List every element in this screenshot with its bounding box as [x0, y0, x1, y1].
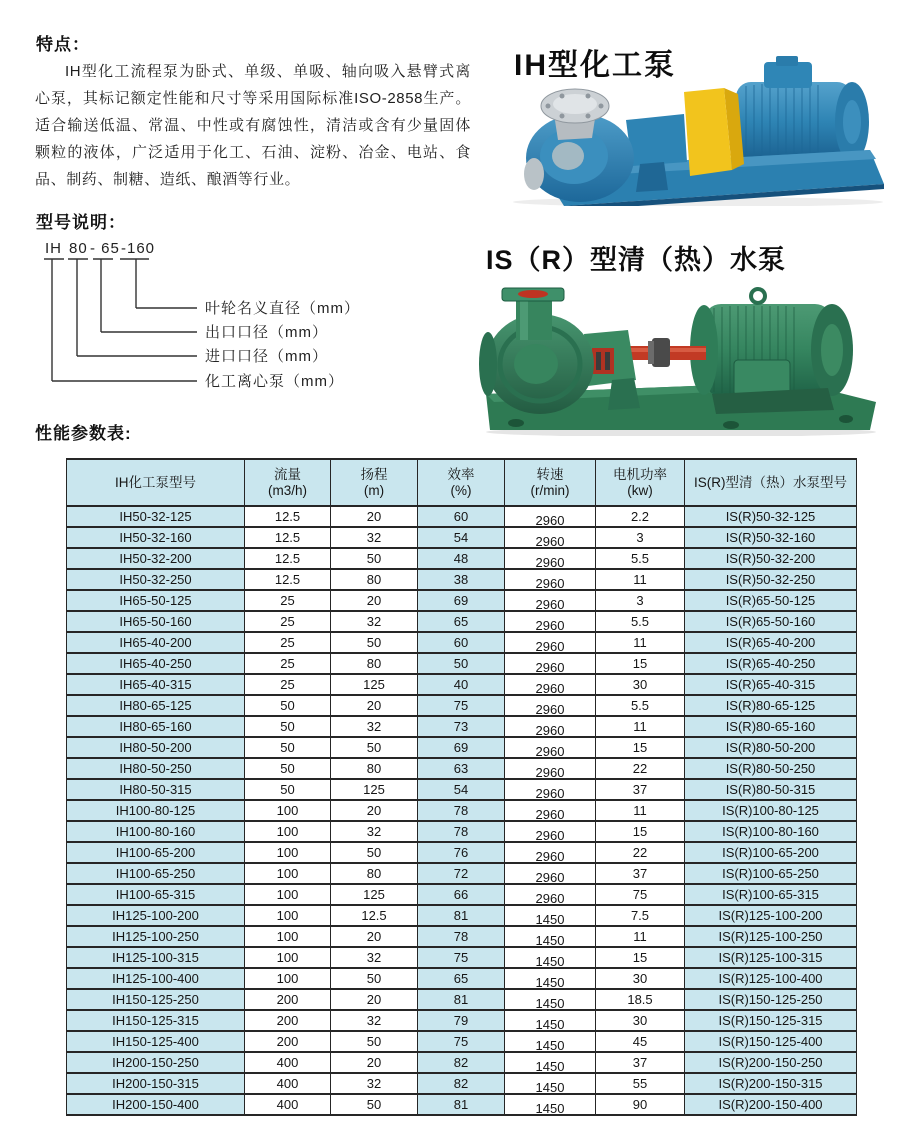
cell: 50 — [331, 842, 418, 863]
cell: IS(R)150-125-400 — [685, 1031, 857, 1052]
col-header-ih-model: IH化工泵型号 — [67, 459, 245, 506]
cell: IS(R)100-80-160 — [685, 821, 857, 842]
cell: 54 — [418, 527, 505, 548]
cell: IH200-150-400 — [67, 1094, 245, 1115]
cell: IS(R)150-125-315 — [685, 1010, 857, 1031]
cell: 2960 — [505, 758, 596, 779]
cell: IH150-125-315 — [67, 1010, 245, 1031]
col-header-speed: 转速 (r/min) — [505, 459, 596, 506]
cell: 400 — [245, 1094, 331, 1115]
cell: 1450 — [505, 926, 596, 947]
cell: IH100-65-250 — [67, 863, 245, 884]
cell: 1450 — [505, 1052, 596, 1073]
cell: 100 — [245, 968, 331, 989]
cell: 100 — [245, 800, 331, 821]
cell: IS(R)80-65-160 — [685, 716, 857, 737]
cell: 50 — [245, 758, 331, 779]
cell: 76 — [418, 842, 505, 863]
cell: 78 — [418, 800, 505, 821]
cell: 12.5 — [245, 506, 331, 527]
bearing-frame — [626, 114, 687, 166]
cell: IS(R)125-100-200 — [685, 905, 857, 926]
cell: IH100-80-125 — [67, 800, 245, 821]
cell: 100 — [245, 821, 331, 842]
cell: IH50-32-125 — [67, 506, 245, 527]
cell: 50 — [331, 1031, 418, 1052]
cell: 2.2 — [596, 506, 685, 527]
cell: 65 — [418, 968, 505, 989]
cell: 1450 — [505, 1073, 596, 1094]
cell: 20 — [331, 590, 418, 611]
table-row — [67, 758, 857, 779]
cell: 55 — [596, 1073, 685, 1094]
cell: 72 — [418, 863, 505, 884]
cell: 20 — [331, 695, 418, 716]
cell: 100 — [245, 884, 331, 905]
table-row — [67, 1073, 857, 1094]
cell: 80 — [331, 653, 418, 674]
cell: 2960 — [505, 821, 596, 842]
col-header-motor-power: 电机功率 (kw) — [596, 459, 685, 506]
cell: IH80-65-125 — [67, 695, 245, 716]
col-header-isr-model: IS(R)型清（热）水泵型号 — [685, 459, 857, 506]
cell: IH200-150-250 — [67, 1052, 245, 1073]
cell: IH125-100-400 — [67, 968, 245, 989]
cell: IH100-65-200 — [67, 842, 245, 863]
cell: 3 — [596, 590, 685, 611]
cell: 11 — [596, 632, 685, 653]
label-inlet-diameter: 进口口径（mm） — [205, 348, 328, 365]
cell: 20 — [331, 506, 418, 527]
table-row — [67, 632, 857, 653]
cell: 125 — [331, 674, 418, 695]
col-header-head: 扬程 (m) — [331, 459, 418, 506]
cell: IH65-50-160 — [67, 611, 245, 632]
cell: 1450 — [505, 968, 596, 989]
table-body — [67, 506, 857, 1115]
cell: 20 — [331, 1052, 418, 1073]
table-row — [67, 800, 857, 821]
cell: 15 — [596, 947, 685, 968]
table-row — [67, 716, 857, 737]
cell: 80 — [331, 758, 418, 779]
model-code-outlet: - 65 — [90, 240, 120, 257]
cell: 50 — [331, 632, 418, 653]
cell: 82 — [418, 1073, 505, 1094]
cell: IH80-50-250 — [67, 758, 245, 779]
table-row — [67, 1094, 857, 1115]
cell: 2960 — [505, 569, 596, 590]
isr-pump-illustration — [476, 276, 888, 436]
table-row — [67, 863, 857, 884]
cell: 32 — [331, 947, 418, 968]
cell: 50 — [331, 968, 418, 989]
cell: 200 — [245, 1031, 331, 1052]
cell: 78 — [418, 926, 505, 947]
table-row — [67, 506, 857, 527]
table-row — [67, 527, 857, 548]
cell: 30 — [596, 674, 685, 695]
label-pump-series: 化工离心泵（mm） — [205, 373, 344, 390]
cell: 32 — [331, 611, 418, 632]
cell: 20 — [331, 989, 418, 1010]
cell: 2960 — [505, 863, 596, 884]
cell: 75 — [418, 695, 505, 716]
cell: 50 — [418, 653, 505, 674]
cell: 11 — [596, 569, 685, 590]
cell: IH80-65-160 — [67, 716, 245, 737]
cell: IH125-100-315 — [67, 947, 245, 968]
cell: 2960 — [505, 548, 596, 569]
cell: IH80-50-200 — [67, 737, 245, 758]
cell: 80 — [331, 863, 418, 884]
cell: 78 — [418, 821, 505, 842]
cell: IS(R)65-50-160 — [685, 611, 857, 632]
ih-pump-title: IH型化工泵 — [514, 49, 676, 82]
features-paragraph: IH型化工流程泵为卧式、单级、单吸、轴向吸入悬臂式离心泵，其标记额定性能和尺寸等采用国际标准ISO-2858生产。适合输送低温、常温、中性或有腐蚀性，清洁或含有少量固体颗粒的液体，广泛适用于化工、石油、淀粉、冶金、电站、食品、制药、制糖、造纸、酿酒等行业。 — [35, 63, 471, 188]
cell: 20 — [331, 800, 418, 821]
cell: IS(R)65-40-200 — [685, 632, 857, 653]
cell: IS(R)65-40-315 — [685, 674, 857, 695]
cell: 125 — [331, 779, 418, 800]
cell: IS(R)200-150-400 — [685, 1094, 857, 1115]
cell: 81 — [418, 1094, 505, 1115]
cell: 37 — [596, 1052, 685, 1073]
cell: IS(R)150-125-250 — [685, 989, 857, 1010]
cell: 15 — [596, 737, 685, 758]
model-code-inlet: 80 — [69, 240, 88, 257]
cell: IS(R)125-100-315 — [685, 947, 857, 968]
table-row — [67, 884, 857, 905]
table-row — [67, 905, 857, 926]
cell: 25 — [245, 611, 331, 632]
cell: IH65-40-250 — [67, 653, 245, 674]
cell: 75 — [418, 1031, 505, 1052]
cell: 60 — [418, 506, 505, 527]
model-code-impeller: -160 — [121, 240, 156, 257]
table-row — [67, 695, 857, 716]
cell: IH200-150-315 — [67, 1073, 245, 1094]
cell: 32 — [331, 1073, 418, 1094]
cell: 1450 — [505, 1010, 596, 1031]
motor — [690, 289, 853, 414]
cell: 2960 — [505, 653, 596, 674]
cell: 1450 — [505, 989, 596, 1010]
cell: 48 — [418, 548, 505, 569]
cell: 5.5 — [596, 611, 685, 632]
cell: 1450 — [505, 1031, 596, 1052]
cell: 32 — [331, 821, 418, 842]
cell: IS(R)80-50-250 — [685, 758, 857, 779]
cell: 30 — [596, 968, 685, 989]
isr-pump-title: IS（R）型清（热）水泵 — [486, 245, 787, 275]
cell: 100 — [245, 842, 331, 863]
table-row — [67, 569, 857, 590]
cell: 2960 — [505, 779, 596, 800]
cell: IS(R)100-65-250 — [685, 863, 857, 884]
table-row — [67, 968, 857, 989]
cell: 50 — [331, 1094, 418, 1115]
cell: 100 — [245, 863, 331, 884]
cell: 32 — [331, 1010, 418, 1031]
cell: 73 — [418, 716, 505, 737]
cell: 100 — [245, 947, 331, 968]
cell: 2960 — [505, 695, 596, 716]
cell: IS(R)50-32-250 — [685, 569, 857, 590]
cell: 40 — [418, 674, 505, 695]
cell: 2960 — [505, 800, 596, 821]
cell: 200 — [245, 989, 331, 1010]
cell: IH65-40-315 — [67, 674, 245, 695]
cell: 54 — [418, 779, 505, 800]
cell: 30 — [596, 1010, 685, 1031]
cell: 81 — [418, 905, 505, 926]
cell: 3 — [596, 527, 685, 548]
cell: 5.5 — [596, 548, 685, 569]
cell: 12.5 — [245, 548, 331, 569]
cell: 400 — [245, 1052, 331, 1073]
cell: IH80-50-315 — [67, 779, 245, 800]
col-header-efficiency: 效率 (%) — [418, 459, 505, 506]
cell: 11 — [596, 926, 685, 947]
cell: IS(R)65-50-125 — [685, 590, 857, 611]
cell: 32 — [331, 527, 418, 548]
cell: 2960 — [505, 674, 596, 695]
col-header-flow: 流量 (m3/h) — [245, 459, 331, 506]
table-row — [67, 674, 857, 695]
cell: IH50-32-200 — [67, 548, 245, 569]
cell: IH125-100-200 — [67, 905, 245, 926]
cell: IH125-100-250 — [67, 926, 245, 947]
cell: 38 — [418, 569, 505, 590]
cell: 100 — [245, 905, 331, 926]
cell: 1450 — [505, 1094, 596, 1115]
ih-pump-illustration — [488, 56, 892, 206]
table-row — [67, 989, 857, 1010]
header-row — [67, 459, 857, 506]
label-outlet-diameter: 出口口径（mm） — [205, 324, 328, 341]
cell: 400 — [245, 1073, 331, 1094]
support-foot — [636, 162, 668, 192]
cell: 50 — [245, 737, 331, 758]
cell: 50 — [245, 779, 331, 800]
cell: 66 — [418, 884, 505, 905]
lifting-eye — [751, 289, 765, 303]
cell: 18.5 — [596, 989, 685, 1010]
cell: IS(R)100-65-315 — [685, 884, 857, 905]
cell: IS(R)125-100-400 — [685, 968, 857, 989]
cell: IS(R)80-50-315 — [685, 779, 857, 800]
cell: IH150-125-400 — [67, 1031, 245, 1052]
cell: 125 — [331, 884, 418, 905]
cell: 80 — [331, 569, 418, 590]
cell: 15 — [596, 821, 685, 842]
cell: 2960 — [505, 884, 596, 905]
table-row — [67, 653, 857, 674]
cell: IS(R)80-50-200 — [685, 737, 857, 758]
cell: 90 — [596, 1094, 685, 1115]
cell: IS(R)65-40-250 — [685, 653, 857, 674]
cell: 100 — [245, 926, 331, 947]
model-code-series: IH — [45, 240, 62, 257]
performance-parameters-table — [66, 458, 857, 1116]
cell: 81 — [418, 989, 505, 1010]
cell: 2960 — [505, 611, 596, 632]
cell: 82 — [418, 1052, 505, 1073]
cell: 1450 — [505, 947, 596, 968]
cell: 25 — [245, 590, 331, 611]
cell: IS(R)80-65-125 — [685, 695, 857, 716]
cell: IS(R)200-150-250 — [685, 1052, 857, 1073]
cell: IH50-32-160 — [67, 527, 245, 548]
cell: 2960 — [505, 737, 596, 758]
cell: 25 — [245, 653, 331, 674]
cell: IS(R)50-32-160 — [685, 527, 857, 548]
cell: 60 — [418, 632, 505, 653]
table-row — [67, 611, 857, 632]
cell: 2960 — [505, 632, 596, 653]
cell: 200 — [245, 1010, 331, 1031]
label-impeller-diameter: 叶轮名义直径（mm） — [205, 300, 360, 317]
cell: 37 — [596, 779, 685, 800]
table-row — [67, 842, 857, 863]
features-title: 特点： — [36, 35, 90, 54]
coupling-guard — [684, 88, 744, 176]
cell: 50 — [331, 548, 418, 569]
ih-pump-photo — [488, 56, 892, 211]
cell: 2960 — [505, 590, 596, 611]
table-row — [67, 1031, 857, 1052]
cell: 25 — [245, 674, 331, 695]
cell: 63 — [418, 758, 505, 779]
cell: IS(R)200-150-315 — [685, 1073, 857, 1094]
cell: 20 — [331, 926, 418, 947]
cell: 12.5 — [245, 527, 331, 548]
isr-pump-photo — [476, 276, 888, 441]
table-row — [67, 1010, 857, 1031]
cell: 32 — [331, 716, 418, 737]
cell: 69 — [418, 737, 505, 758]
cell: 50 — [245, 716, 331, 737]
cell: 2960 — [505, 842, 596, 863]
parameters-table-title: 性能参数表: — [35, 424, 132, 443]
table-row — [67, 926, 857, 947]
cell: 50 — [331, 737, 418, 758]
cell: IH100-80-160 — [67, 821, 245, 842]
cell: IH65-40-200 — [67, 632, 245, 653]
cell: 2960 — [505, 506, 596, 527]
cell: 2960 — [505, 527, 596, 548]
cell: IH50-32-250 — [67, 569, 245, 590]
model-number-diagram — [35, 236, 475, 436]
cell: 11 — [596, 716, 685, 737]
cell: 50 — [245, 695, 331, 716]
cell: 15 — [596, 653, 685, 674]
cell: IS(R)50-32-125 — [685, 506, 857, 527]
cell: 45 — [596, 1031, 685, 1052]
table-row — [67, 548, 857, 569]
cell: IH150-125-250 — [67, 989, 245, 1010]
cell: IS(R)125-100-250 — [685, 926, 857, 947]
cell: 69 — [418, 590, 505, 611]
table-row — [67, 947, 857, 968]
cell: 75 — [596, 884, 685, 905]
cell: 79 — [418, 1010, 505, 1031]
table-row — [67, 590, 857, 611]
cell: 2960 — [505, 716, 596, 737]
cell: IS(R)100-65-200 — [685, 842, 857, 863]
cell: 5.5 — [596, 695, 685, 716]
cell: IH100-65-315 — [67, 884, 245, 905]
cell: 37 — [596, 863, 685, 884]
cell: 25 — [245, 632, 331, 653]
cell: 12.5 — [245, 569, 331, 590]
table-row — [67, 737, 857, 758]
cell: 75 — [418, 947, 505, 968]
table-row — [67, 1052, 857, 1073]
cell: IH65-50-125 — [67, 590, 245, 611]
cell: IS(R)100-80-125 — [685, 800, 857, 821]
model-explanation-title: 型号说明： — [36, 213, 126, 232]
cell: IS(R)50-32-200 — [685, 548, 857, 569]
cell: 1450 — [505, 905, 596, 926]
cell: 7.5 — [596, 905, 685, 926]
table-row — [67, 821, 857, 842]
cell: 22 — [596, 758, 685, 779]
cell: 11 — [596, 800, 685, 821]
cell: 12.5 — [331, 905, 418, 926]
table-row — [67, 779, 857, 800]
cell: 22 — [596, 842, 685, 863]
cell: 65 — [418, 611, 505, 632]
